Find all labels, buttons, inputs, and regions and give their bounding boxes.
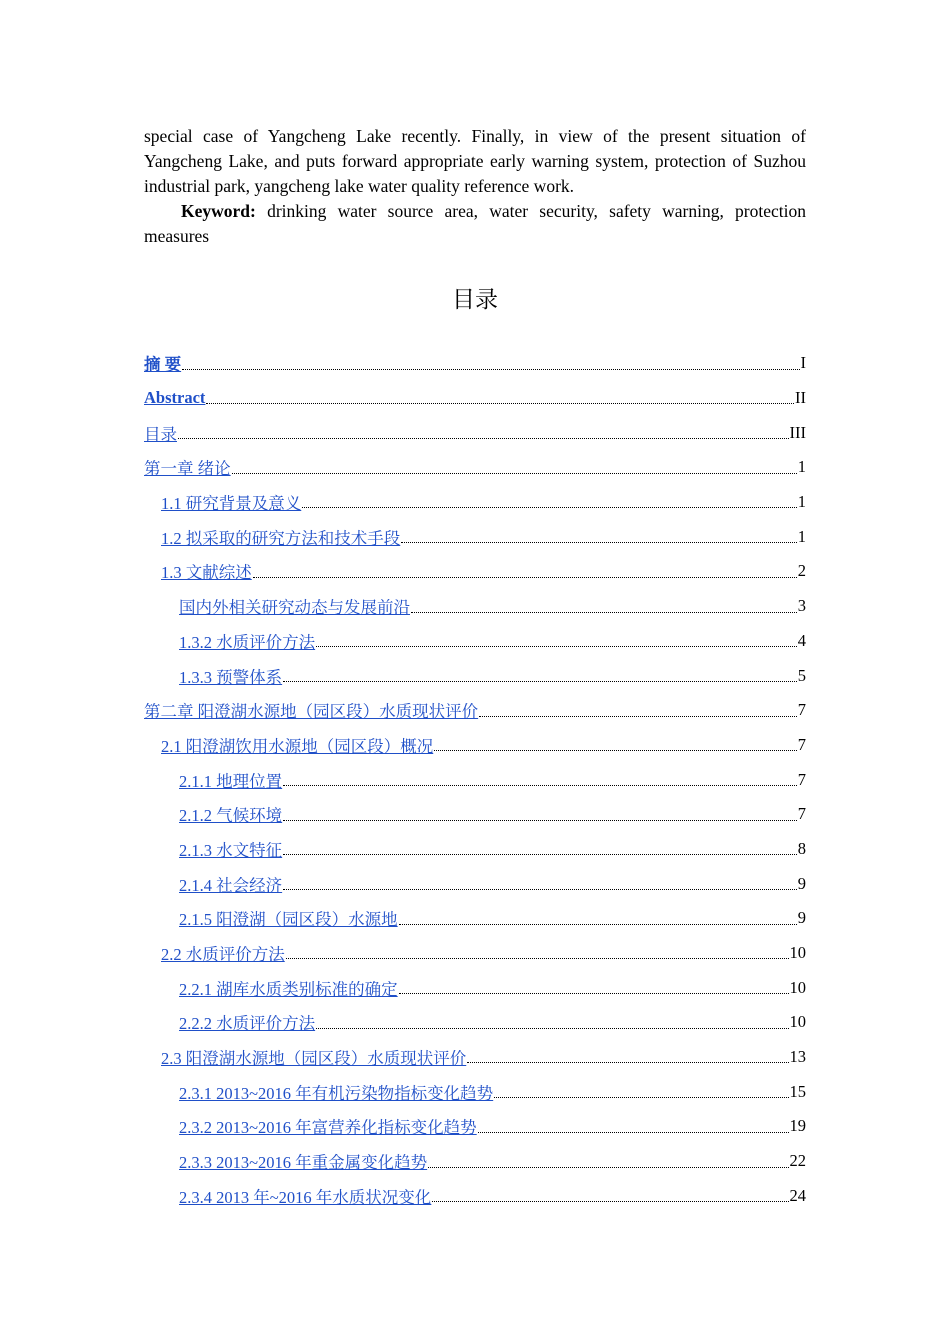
toc-entry — [144, 728, 806, 763]
toc-entry — [144, 485, 806, 520]
toc-dot-leader — [283, 680, 797, 682]
toc-page-number: 19 — [789, 1116, 806, 1136]
toc-entry-link[interactable]: 第一章 绪论 — [144, 459, 231, 479]
toc-entry — [144, 346, 806, 381]
toc-entry-link[interactable]: 国内外相关研究动态与发展前沿 — [179, 598, 410, 618]
toc-dot-leader — [399, 923, 797, 925]
toc-dot-leader — [302, 506, 797, 508]
toc-dot-leader — [401, 541, 797, 543]
toc-entry-link[interactable]: 2.2 水质评价方法 — [161, 945, 285, 965]
toc-entry-link[interactable]: 2.1.2 气候环境 — [179, 806, 283, 826]
toc-page-number: 13 — [789, 1047, 806, 1067]
toc-dot-leader — [467, 1061, 788, 1063]
toc-dot-leader — [286, 957, 789, 959]
toc-page-number: 10 — [789, 1012, 806, 1032]
toc-entry — [144, 415, 806, 450]
toc-dot-leader — [316, 645, 797, 647]
toc-entry-link[interactable]: Abstract — [144, 388, 206, 408]
toc-dot-leader — [178, 437, 789, 439]
toc-page-number: 7 — [797, 734, 806, 754]
toc-dot-leader — [316, 1027, 788, 1029]
toc-dot-leader — [399, 992, 789, 994]
toc-entry — [144, 624, 806, 659]
toc-entry-link[interactable]: 1.3.2 水质评价方法 — [179, 632, 316, 652]
toc-page-number: 3 — [797, 596, 806, 616]
toc-page-number: 10 — [789, 977, 806, 997]
keywords-line — [144, 199, 806, 249]
toc-page-number: 7 — [797, 804, 806, 824]
toc-entry — [144, 450, 806, 485]
toc-dot-leader — [283, 853, 797, 855]
toc-entry-link[interactable]: 摘 要 — [144, 355, 182, 375]
toc-page-number: 15 — [789, 1081, 806, 1101]
toc-entry — [144, 866, 806, 901]
toc-dot-leader — [432, 1200, 788, 1202]
toc-entry-link[interactable]: 2.1 阳澄湖饮用水源地（园区段）概况 — [161, 736, 434, 756]
toc-entry — [144, 554, 806, 589]
toc-entry-link[interactable]: 2.3 阳澄湖水源地（园区段）水质现状评价 — [161, 1049, 467, 1069]
toc-page-number: 9 — [797, 908, 806, 928]
toc-page-number: 24 — [789, 1185, 806, 1205]
toc-entry-link[interactable]: 1.2 拟采取的研究方法和技术手段 — [161, 528, 401, 548]
toc-page-number: II — [795, 388, 806, 408]
toc-entry-link[interactable]: 2.3.4 2013 年~2016 年水质状况变化 — [179, 1187, 432, 1207]
toc-entry — [144, 1005, 806, 1040]
toc-entry-link[interactable]: 1.3.3 预警体系 — [179, 667, 283, 687]
toc-page-number: 5 — [797, 665, 806, 685]
toc-entry — [144, 797, 806, 832]
toc-entry — [144, 970, 806, 1005]
toc-entry-link[interactable]: 1.1 研究背景及意义 — [161, 494, 302, 514]
toc-dot-leader — [182, 368, 799, 370]
toc-page-number: 1 — [797, 457, 806, 477]
toc-dot-leader — [206, 402, 794, 404]
toc-entry — [144, 1074, 806, 1109]
toc-page-number: 10 — [789, 943, 806, 963]
toc-entry — [144, 381, 806, 416]
toc-page-number: 22 — [789, 1151, 806, 1171]
toc-page-number: 2 — [797, 561, 806, 581]
toc-page-number: 9 — [797, 873, 806, 893]
toc-entry — [144, 1109, 806, 1144]
toc-page-number: 4 — [797, 630, 806, 650]
toc-dot-leader — [434, 749, 797, 751]
toc-entry — [144, 1144, 806, 1179]
toc-dot-leader — [411, 611, 797, 613]
toc-entry — [144, 1040, 806, 1075]
toc-dot-leader — [428, 1166, 788, 1168]
toc-dot-leader — [283, 888, 797, 890]
toc-entry-link[interactable]: 1.3 文献综述 — [161, 563, 252, 583]
keyword-text: drinking water source area, water security, safety warning, protection measures — [144, 201, 806, 246]
toc-entry-link[interactable]: 2.2.2 水质评价方法 — [179, 1014, 316, 1034]
toc-entry — [144, 936, 806, 971]
toc-page-number: I — [800, 353, 806, 373]
toc-entry-link[interactable]: 目录 — [144, 424, 177, 444]
toc-dot-leader — [283, 819, 797, 821]
abstract-section — [144, 124, 806, 249]
toc-entry — [144, 1179, 806, 1214]
toc-page-number: 7 — [797, 700, 806, 720]
table-of-contents — [144, 346, 806, 1213]
toc-title: 目录 — [452, 287, 498, 313]
toc-entry-link[interactable]: 2.3.3 2013~2016 年重金属变化趋势 — [179, 1153, 428, 1173]
toc-entry-link[interactable]: 2.3.1 2013~2016 年有机污染物指标变化趋势 — [179, 1083, 494, 1103]
toc-entry — [144, 693, 806, 728]
toc-entry — [144, 589, 806, 624]
toc-page-number: III — [789, 422, 806, 442]
toc-page-number: 7 — [797, 769, 806, 789]
toc-entry — [144, 658, 806, 693]
abstract-paragraph: special case of Yangcheng Lake recently. Finally, in view of the present situation of Yangcheng Lake, and puts forward appropriate early warning system, protection of Suzhou industrial park, yangcheng lake water quality reference work. — [144, 126, 806, 196]
toc-page-number: 8 — [797, 838, 806, 858]
toc-dot-leader — [232, 472, 797, 474]
toc-entry-link[interactable]: 2.1.3 水文特征 — [179, 840, 283, 860]
toc-entry — [144, 901, 806, 936]
toc-entry-link[interactable]: 2.1.4 社会经济 — [179, 875, 283, 895]
toc-dot-leader — [479, 715, 797, 717]
toc-entry-link[interactable]: 2.1.1 地理位置 — [179, 771, 283, 791]
toc-entry-link[interactable]: 2.2.1 湖库水质类别标准的确定 — [179, 979, 398, 999]
toc-entry — [144, 519, 806, 554]
toc-entry-link[interactable]: 2.1.5 阳澄湖（园区段）水源地 — [179, 910, 398, 930]
toc-entry — [144, 832, 806, 867]
toc-entry-link[interactable]: 第二章 阳澄湖水源地（园区段）水质现状评价 — [144, 702, 479, 722]
keyword-label: Keyword: — [181, 201, 256, 221]
toc-entry-link[interactable]: 2.3.2 2013~2016 年富营养化指标变化趋势 — [179, 1118, 477, 1138]
toc-entry — [144, 762, 806, 797]
toc-dot-leader — [283, 784, 797, 786]
toc-page-number: 1 — [797, 492, 806, 512]
toc-dot-leader — [253, 576, 797, 578]
toc-page-number: 1 — [797, 526, 806, 546]
toc-dot-leader — [494, 1096, 788, 1098]
toc-dot-leader — [478, 1131, 789, 1133]
